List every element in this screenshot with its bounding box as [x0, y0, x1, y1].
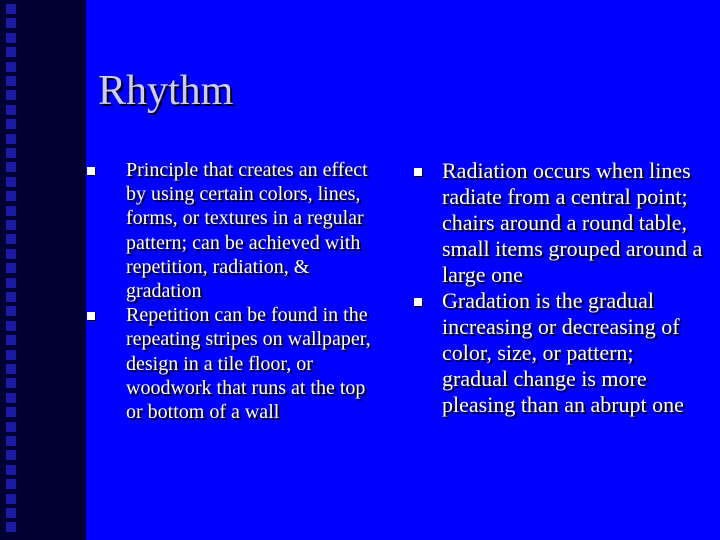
decorative-square [6, 422, 16, 432]
decorative-square [6, 364, 16, 374]
decorative-square [6, 494, 16, 504]
decorative-square [6, 119, 16, 129]
slide-title: Rhythm [98, 68, 234, 114]
bullet-item [86, 158, 386, 303]
decorative-square [6, 206, 16, 216]
decorative-square [6, 508, 16, 518]
bullet-text: Principle that creates an effect by using certain colors, lines, forms, or textures in a regular pattern; can be achieved with repetition, radiation, & gradation [126, 159, 368, 303]
decorative-square [6, 306, 16, 316]
decorative-square [6, 33, 16, 43]
decorative-square [6, 292, 16, 302]
decorative-square [6, 263, 16, 273]
decorative-square [6, 90, 16, 100]
bullet-item [86, 303, 386, 424]
decorative-square [6, 378, 16, 388]
bullet-text: Repetition can be found in the repeating stripes on wallpaper, design in a tile floor, or woodwork that runs at the top or bottom of a wall [126, 304, 371, 424]
decorative-square [6, 134, 16, 144]
decorative-square [6, 450, 16, 460]
decorative-square [6, 249, 16, 259]
decorative-square [6, 350, 16, 360]
decorative-square [6, 278, 16, 288]
decorative-square [6, 393, 16, 403]
square-bullet-icon [414, 298, 422, 306]
decorative-square [6, 479, 16, 489]
bullet-text: Radiation occurs when lines radiate from a central point; chairs around a round table, small items grouped around a large one [442, 158, 703, 287]
decorative-square [6, 162, 16, 172]
decorative-square [6, 234, 16, 244]
decorative-square [6, 62, 16, 72]
bullet-item [404, 288, 704, 418]
decorative-square [6, 191, 16, 201]
square-bullet-icon [414, 168, 422, 176]
decorative-square [6, 407, 16, 417]
bullet-item [404, 158, 704, 288]
square-bullet-icon [87, 167, 95, 175]
right-column [404, 158, 704, 418]
decorative-square [6, 47, 16, 57]
decorative-square [6, 18, 16, 28]
bullet-text: Gradation is the gradual increasing or decreasing of color, size, or pattern; gradual change is more pleasing than an abrupt one [442, 288, 684, 417]
decorative-square [6, 522, 16, 532]
decorative-square [6, 465, 16, 475]
decorative-square [6, 148, 16, 158]
decorative-square [6, 321, 16, 331]
decorative-square [6, 177, 16, 187]
decorative-square [6, 436, 16, 446]
square-bullet-icon [87, 312, 95, 320]
decorative-square [6, 105, 16, 115]
decorative-square [6, 4, 16, 14]
decorative-square [6, 220, 16, 230]
decorative-square [6, 335, 16, 345]
decorative-square [6, 76, 16, 86]
left-column [86, 158, 386, 424]
